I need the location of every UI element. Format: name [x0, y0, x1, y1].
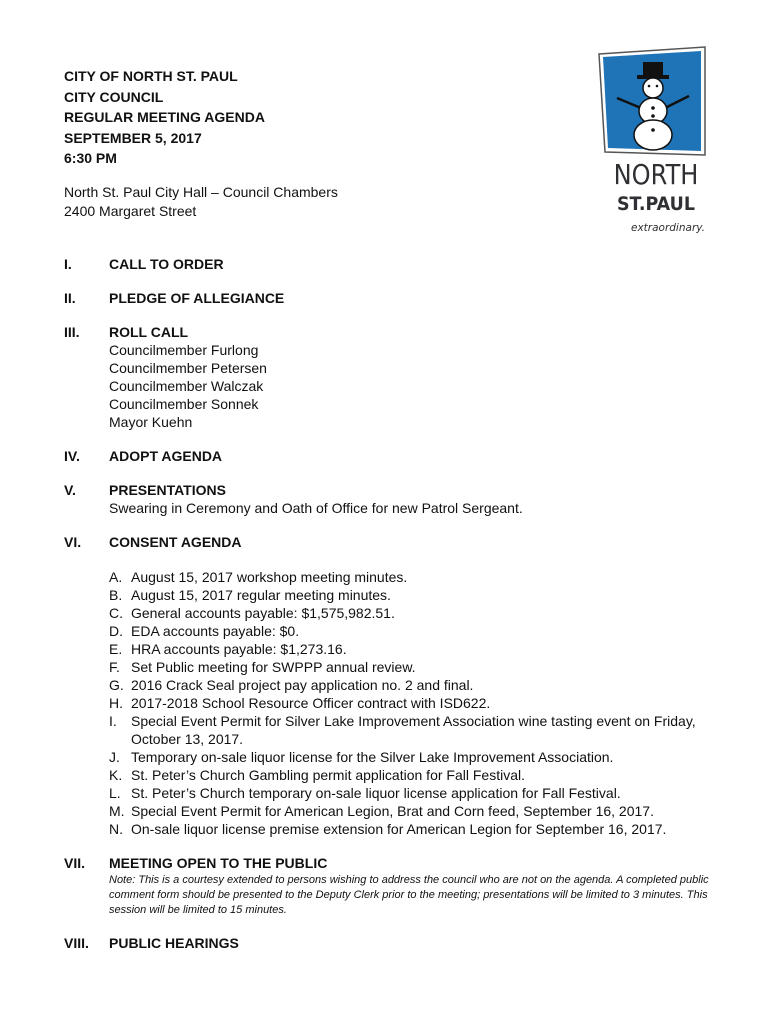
section-title: PRESENTATIONS: [109, 482, 226, 498]
roll-call-member: Councilmember Furlong: [109, 342, 259, 358]
consent-item: L. St. Peter’s Church temporary on-sale liquor license application for Fall Festival.: [109, 785, 621, 801]
consent-item: C. General accounts payable: $1,575,982.51.: [109, 605, 395, 621]
section-numeral: I.: [64, 256, 72, 272]
consent-item: I. Special Event Permit for Silver Lake Improvement Association wine tasting event on Friday, October 13, 2017.: [109, 713, 696, 747]
section-title: MEETING OPEN TO THE PUBLIC: [109, 855, 328, 871]
section-title: PLEDGE OF ALLEGIANCE: [109, 290, 285, 306]
consent-item: D. EDA accounts payable: $0.: [109, 623, 300, 639]
consent-item: J. Temporary on-sale liquor license for the Silver Lake Improvement Association.: [109, 749, 614, 765]
header-agenda-type: REGULAR MEETING AGENDA: [64, 109, 265, 125]
header-council: CITY COUNCIL: [64, 88, 164, 105]
section-numeral: III.: [64, 324, 80, 340]
section-numeral: II.: [64, 290, 76, 306]
section-title: ADOPT AGENDA: [109, 448, 223, 464]
section-title: PUBLIC HEARINGS: [109, 935, 239, 951]
consent-item: A. August 15, 2017 workshop meeting minutes.: [109, 569, 408, 585]
consent-item: M. Special Event Permit for American Legion, Brat and Corn feed, September 16, 2017.: [109, 803, 654, 819]
roll-call-member: Councilmember Petersen: [109, 360, 267, 376]
section-title: ROLL CALL: [109, 324, 189, 340]
location-place: North St. Paul City Hall – Council Chambers: [64, 184, 338, 200]
roll-call-member: Councilmember Sonnek: [109, 396, 259, 412]
section-numeral: VIII.: [64, 935, 89, 951]
agenda-list: [64, 255, 744, 968]
header-city: CITY OF NORTH ST. PAUL: [64, 68, 238, 84]
section-numeral: V.: [64, 482, 76, 498]
section-title: CONSENT AGENDA: [109, 534, 242, 550]
agenda-section: [64, 289, 744, 307]
header-time: 6:30 PM: [64, 150, 117, 166]
section-numeral: IV.: [64, 448, 80, 464]
consent-item: G. 2016 Crack Seal project pay application no. 2 and final.: [109, 677, 474, 693]
meeting-location: [64, 183, 338, 221]
logo-north: NORTH: [613, 158, 699, 191]
consent-item: E. HRA accounts payable: $1,273.16.: [109, 641, 347, 657]
section-numeral: VI.: [64, 534, 82, 550]
snowman-icon: [593, 46, 719, 156]
presentation-item: Swearing in Ceremony and Oath of Office for new Patrol Sergeant.: [109, 500, 523, 516]
agenda-section: [64, 854, 744, 918]
section-numeral: VII.: [64, 855, 86, 871]
logo-tagline: extraordinary.: [630, 222, 705, 234]
agenda-section: [64, 533, 744, 838]
agenda-section: [64, 447, 744, 465]
logo-stpaul: ST.PAUL: [616, 193, 696, 215]
agenda-section: [64, 481, 744, 517]
roll-call-member: Mayor Kuehn: [109, 414, 193, 430]
header-date: SEPTEMBER 5, 2017: [64, 129, 202, 146]
consent-item: F. Set Public meeting for SWPPP annual review.: [109, 659, 416, 675]
consent-item: N. On-sale liquor license premise extension for American Legion for September 16, 2017.: [109, 821, 667, 837]
consent-item: B. August 15, 2017 regular meeting minutes.: [109, 587, 391, 603]
agenda-section: [64, 323, 744, 431]
roll-call-member: Councilmember Walczak: [109, 378, 264, 394]
document-header: [64, 66, 265, 169]
agenda-section: [64, 934, 744, 952]
public-comment-note: Note: This is a courtesy extended to persons wishing to address the council who are not on the agenda. A completed public comment form should be presented to the Deputy Clerk prior to the meeting; presentations will be limited to 3 minutes. This session will be limited to 15 minutes.: [109, 874, 709, 916]
consent-items: [109, 568, 744, 838]
location-street: 2400 Margaret Street: [64, 203, 197, 219]
section-title: CALL TO ORDER: [109, 256, 224, 272]
consent-item: K. St. Peter’s Church Gambling permit application for Fall Festival.: [109, 767, 525, 783]
agenda-section: [64, 255, 744, 273]
consent-item: H. 2017-2018 School Resource Officer contract with ISD622.: [109, 695, 491, 711]
city-logo: [593, 46, 719, 240]
